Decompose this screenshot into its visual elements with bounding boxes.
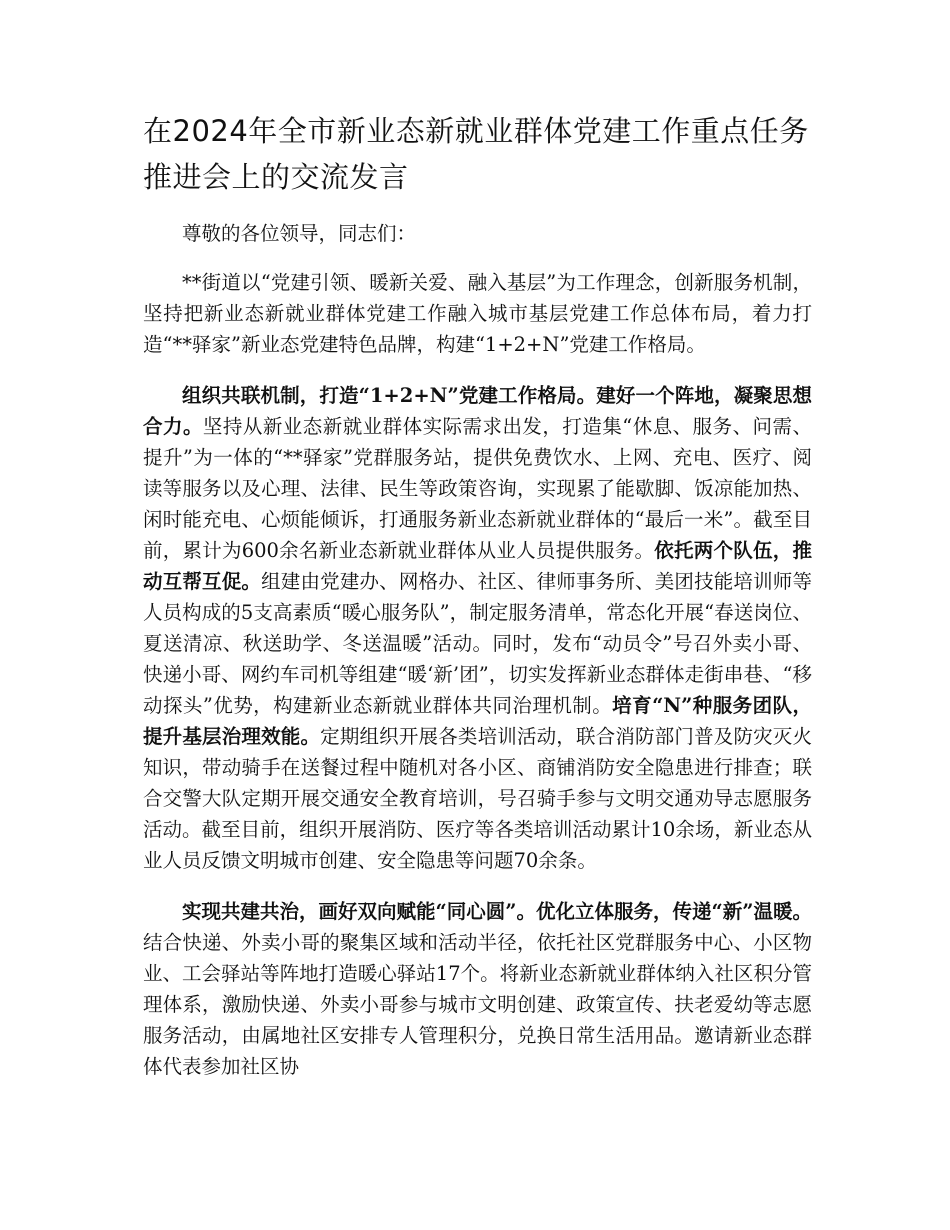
section-1-sub-2-text: 组建由党建办、网格办、社区、律师事务所、美团技能培训师等人员构成的5支高素质“暖心服务队”，制定服务清单，常态化开展“春送岗位、夏送清凉、秋送助学、冬送温暖”活动。同时，发布“动员令”号召外卖小哥、快递小哥、网约车司机等组建“暖‘新’团”，切实发挥新业态群体走街串巷、“移动探头”优势，构建新业态新就业群体共同治理机制。 xyxy=(143,570,812,717)
section-1-sub-1-heading: 建好一个阵地，凝聚思想合力。 xyxy=(143,384,812,438)
salutation: 尊敬的各位领导，同志们： xyxy=(182,222,417,245)
section-1-sub-1-text: 坚持从新业态新就业群体实际需求出发，打造集“休息、服务、问需、提升”为一体的“**驿家”党群服务站，提供免费饮水、上网、充电、医疗、阅读等服务以及心理、法律、民生等政策咨询，实现累了能歇脚、饭凉能加热、闲时能充电、心烦能倾诉，打通服务新业态新就业群体的“最后一米”。截至目前，累计为600余名新业态新就业群体从业人员提供服务。 xyxy=(143,415,812,562)
section-2-heading: 实现共建共治，画好双向赋能“同心圆”。 xyxy=(182,900,537,923)
section-1-sub-2-heading: 依托两个队伍，推动互帮互促。 xyxy=(143,539,812,593)
section-2-sub-1-text: 结合快递、外卖小哥的聚集区域和活动半径，依托社区党群服务中心、小区物业、工会驿站等阵地打造暖心驿站17个。将新业态新就业群体纳入社区积分管理体系，激励快递、外卖小哥参与城市文明创建、政策宣传、扶老爱幼等志愿服务活动，由属地社区安排专人管理积分，兑换日常生活用品。邀请新业态群体代表参加社区协 xyxy=(143,931,812,1078)
section-2-sub-1-heading: 优化立体服务，传递“新”温暖。 xyxy=(536,900,813,923)
section-1-sub-3-heading: 培育“N”种服务团队，提升基层治理效能。 xyxy=(143,694,812,748)
section-1-paragraph xyxy=(143,380,812,876)
intro-paragraph: **街道以“党建引领、暖新关爱、融入基层”为工作理念，创新服务机制，坚持把新业态新就业群体党建工作融入城市基层党建工作总体布局，着力打造“**驿家”新业态党建特色品牌，构建“1+2+N”党建工作格局。 xyxy=(143,271,812,356)
document-title: 在2024年全市新业态新就业群体党建工作重点任务推进会上的交流发言 xyxy=(143,114,809,194)
section-1-heading: 组织共联机制，打造“1+2+N”党建工作格局。 xyxy=(182,384,597,407)
section-1-sub-3-text: 定期组织开展各类培训活动，联合消防部门普及防灾灭火知识，带动骑手在送餐过程中随机对各小区、商铺消防安全隐患进行排查；联合交警大队定期开展交通安全教育培训，号召骑手参与文明交通劝导志愿服务活动。截至目前，组织开展消防、医疗等各类培训活动累计10余场，新业态从业人员反馈文明城市创建、安全隐患等问题70余条。 xyxy=(143,725,812,872)
section-2-paragraph xyxy=(143,896,812,1082)
